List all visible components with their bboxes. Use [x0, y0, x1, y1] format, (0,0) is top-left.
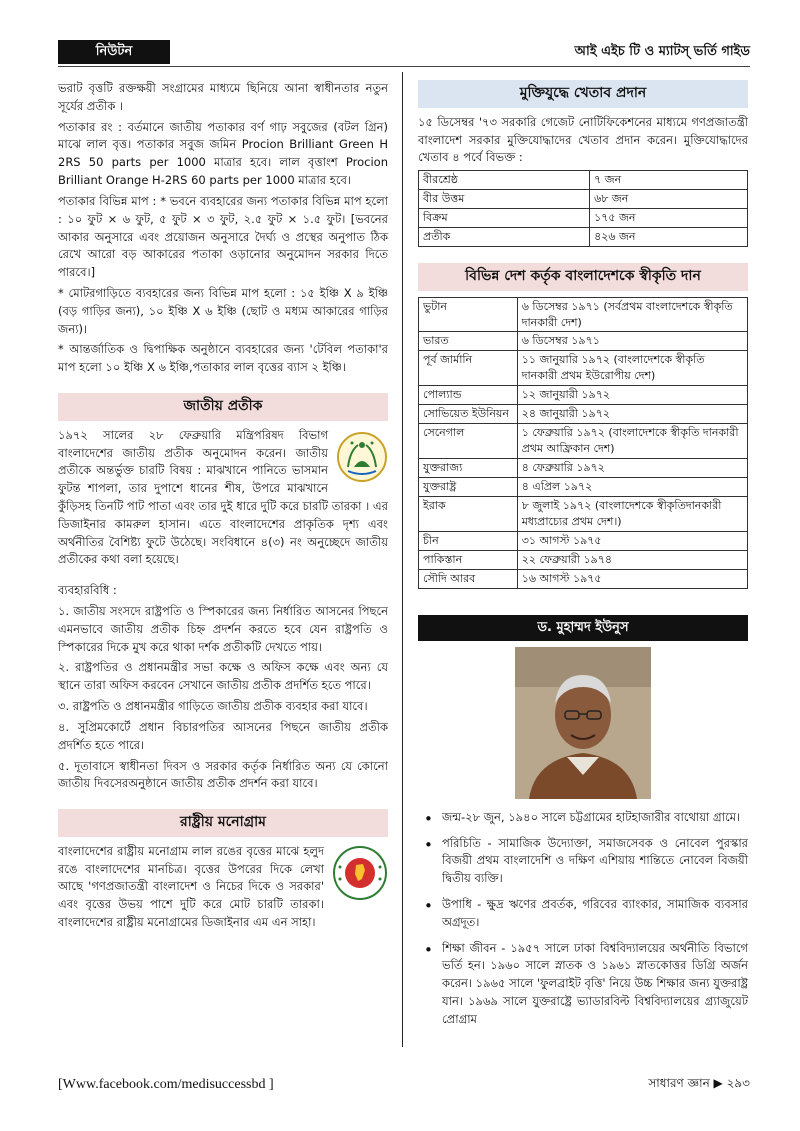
award-count: ৬৮ জন — [590, 190, 748, 209]
country-cell: পূর্ব জার্মানি — [419, 351, 518, 386]
war-awards-text: ১৫ ডিসেম্বর '৭৩ সরকারি গেজেট নোটিফিকেশনের মাধ্যমে গণপ্রজাতন্ত্রী বাংলাদেশ সরকার মুক্তিযোদ্ধাদের খেতাব প্রদান করেন। মুক্তিযোদ্ধাদের খেতাব ৪ পর্বে বিভক্ত : — [418, 114, 748, 165]
award-name: বীরশ্রেষ্ঠ — [419, 171, 590, 190]
guide-title: আই এইচ টি ও ম্যাটস্ ভর্তি গাইড — [574, 44, 750, 59]
usage-rules-heading: ব্যবহারবিধি : — [58, 583, 117, 598]
usage-rule-3: ৩. রাষ্ট্রপতি ও প্রধানমন্ত্রীর গাড়িতে জাতীয় প্রতীক ব্যবহার করা যাবে। — [58, 699, 368, 714]
table-row — [419, 332, 748, 351]
country-cell: ভুটান — [419, 297, 518, 332]
table-row — [419, 569, 748, 588]
country-cell: পোল্যান্ড — [419, 386, 518, 405]
award-count: ১৭৫ জন — [590, 209, 748, 228]
table-row — [419, 477, 748, 496]
date-cell: ৪ এপ্রিল ১৯৭২ — [517, 477, 747, 496]
national-emblem-icon — [336, 431, 388, 483]
date-cell: ৩১ আগস্ট ১৯৭৫ — [517, 531, 747, 550]
book-title-badge: নিউটন — [58, 40, 170, 64]
national-emblem-text: ১৯৭২ সালের ২৮ ফেব্রুয়ারি মন্ত্রিপরিষদ বিভাগ বাংলাদেশের জাতীয় প্রতীক অনুমোদন করেন। জাতীয় প্রতীকে অন্তর্ভুক্ত চারটি বিষয় : মাঝখানে পানিতে ভাসমান ফুটন্ত শাপলা, তার দুপাশে ধানের শীষ, উপরে মাঝখানে কুঁড়িসহ তিনটি পাট পাতা এবং তার দুই ধারে দুটি করে চারটি তারকা । এর ডিজাইনার কামরুল হাসান। এতে বাংলাদেশের প্রাকৃতিক দৃশ্য এবং অর্থনীতির বৈশিষ্ট্য ফুটে উঠেছে। সংবিধানে ৪(৩) নং অনুচ্ছেদে জাতীয় প্রতীকের কথা বলা হয়েছে। — [58, 427, 388, 567]
country-cell: সোভিয়েত ইউনিয়ন — [419, 405, 518, 424]
recognition-heading: বিভিন্ন দেশ কর্তৃক বাংলাদেশকে স্বীকৃতি দান — [418, 263, 748, 291]
date-cell: ১২ জানুয়ারী ১৯৭২ — [517, 386, 747, 405]
table-row — [419, 531, 748, 550]
usage-rule-1: ১. জাতীয় সংসদে রাষ্ট্রপতি ও স্পিকারের জন্য নির্ধারিত আসনের পিছনে এমনভাবে জাতীয় প্রতীক চিহ্ন প্রদর্শন করতে হবে যেন রাষ্ট্রপতি ও স্পিকারের দিকে মুখ করে থাকা দর্শক প্রতীকটি দেখতে পায়। — [58, 604, 388, 654]
state-monogram-heading: রাষ্ট্রীয় মনোগ্রাম — [58, 809, 388, 837]
table-row — [419, 405, 748, 424]
date-cell: ৪ ফেব্রুয়ারি ১৯৭২ — [517, 459, 747, 478]
list-item: • জন্ম-২৮ জুন, ১৯৪০ সালে চট্টগ্রামের হাটহাজারীর বাথোয়া গ্রামে। — [422, 809, 748, 827]
table-row — [419, 424, 748, 459]
left-column — [58, 80, 388, 935]
country-cell: সেনেগাল — [419, 424, 518, 459]
date-cell: ১ ফেব্রুয়ারি ১৯৭২ (বাংলাদেশকে স্বীকৃতি দানকারী প্রথম আফ্রিকান দেশ) — [517, 424, 747, 459]
table-row — [419, 550, 748, 569]
war-awards-heading: মুক্তিযুদ্ধে খেতাব প্রদান — [418, 80, 748, 108]
flag-size-paragraph: পতাকার বিভিন্ন মাপ : * ভবনে ব্যবহারের জন্য পতাকার বিভিন্ন মাপ হলো : ১০ ফুট × ৬ ফুট, ৫ ফুট × ৩ ফুট, ২.৫ ফুট × ১.৫ ফুট। [ভবনের আকার অনুসারে এবং প্রয়োজন অনুসারে দৈর্ঘ্য ও প্রস্থের অনুপাত ঠিক রেখে আরো বড় আকারের পতাকা ওড়ানোর অনুমোদন সরকার দিতে পারবে।] — [58, 193, 388, 280]
list-item: • শিক্ষা জীবন - ১৯৫৭ সালে ঢাকা বিশ্ববিদ্যালয়ের অর্থনীতি বিভাগে ভর্তি হন। ১৯৬০ সালে স্নাতক ও ১৯৬১ স্নাতকোত্তর ডিগ্রি অর্জন করেন। ১৯৬৫ সালে 'ফুলব্রাইট বৃত্তি' নিয়ে উচ্চ শিক্ষার জন্য যুক্তরাষ্ট্র যান। ১৯৬৯ সালে যুক্তরাষ্ট্রে ভ্যাডারবিল্ট বিশ্ববিদ্যালয়ের গ্র্যাজুয়েট প্রোগ্রাম — [422, 940, 748, 1029]
date-cell: ১১ জানুয়ারি ১৯৭২ (বাংলাদেশকে স্বীকৃতি দানকারী প্রথম ইউরোপীয় দেশ) — [517, 351, 747, 386]
table-row — [419, 227, 748, 246]
page-number: সাধারণ জ্ঞান ▶ ২৯৩ — [648, 1076, 750, 1090]
table-row — [419, 171, 748, 190]
award-count: ৭ জন — [590, 171, 748, 190]
table-row — [419, 209, 748, 228]
country-cell: যুক্তরাজ্য — [419, 459, 518, 478]
table-row — [419, 351, 748, 386]
recognition-table — [418, 297, 748, 589]
country-cell: সৌদি আরব — [419, 569, 518, 588]
column-divider — [402, 72, 403, 1047]
table-row — [419, 459, 748, 478]
facebook-link[interactable]: [Www.facebook.com/medisuccessbd ] — [58, 1077, 274, 1092]
country-cell: ইরাক — [419, 496, 518, 531]
state-monogram-text: বাংলাদেশের রাষ্ট্রীয় মনোগ্রাম লাল রঙের বৃত্তের মাঝে হলুদ রঙে বাংলাদেশের মানচিত্র। বৃত্তের উপরের দিকে লেখা আছে 'গণপ্রজাতন্ত্রী বাংলাদেশ ও নিচের দিকে ও সরকার' এবং বৃত্তের উভয় পাশে দুটি করে মোট চারটি তারকা। বাংলাদেশের রাষ্ট্রীয় মনোগ্রামের ডিজাইনার এম এন সাহা। — [58, 843, 324, 930]
national-emblem-heading: জাতীয় প্রতীক — [58, 393, 388, 421]
date-cell: ৬ ডিসেম্বর ১৯৭১ — [517, 332, 747, 351]
table-flag-paragraph: * আন্তর্জাতিক ও দ্বিপাক্ষিক অনুষ্ঠানে ব্যবহারের জন্য 'টেবিল পতাকা'র মাপ হলো ১০ ইঞ্চি X ৬ ইঞ্চি,পতাকার লাল বৃত্তের ব্যাস ২ ইঞ্চি। — [58, 342, 388, 375]
table-row — [419, 496, 748, 531]
usage-rule-5: ৫. দূতাবাসে স্বাধীনতা দিবস ও সরকার কর্তৃক নির্ধারিত অন্য যে কোনো জাতীয় দিবসেরঅনুষ্ঠানে জাতীয় প্রতীক প্রদর্শন করা যাবে। — [58, 758, 388, 791]
award-name: বিক্রম — [419, 209, 590, 228]
yunus-facts-list — [422, 809, 748, 1029]
yunus-heading: ড. মুহাম্মদ ইউনুস — [418, 615, 748, 641]
award-name: বীর উত্তম — [419, 190, 590, 209]
state-monogram-icon — [332, 845, 388, 901]
usage-rule-4: ৪. সুপ্রিমকোর্টে প্রধান বিচারপতির আসনের পিছনে জাতীয় প্রতীক প্রদর্শিত হতে পারে। — [58, 719, 388, 752]
car-flag-paragraph: * মোটরগাড়িতে ব্যবহারের জন্য বিভিন্ন মাপ হলো : ১৫ ইঞ্চি X ৯ ইঞ্চি (বড় গাড়ির জন্য), ১০ ইঞ্চি X ৬ ইঞ্চি (ছোট ও মধ্যম আকারের গাড়ির জন্য)। — [58, 285, 388, 336]
right-column — [418, 80, 748, 1037]
table-row — [419, 297, 748, 332]
date-cell: ১৬ আগস্ট ১৯৭৫ — [517, 569, 747, 588]
country-cell: পাকিস্তান — [419, 550, 518, 569]
country-cell: ভারত — [419, 332, 518, 351]
date-cell: ২৪ জানুয়ারী ১৯৭২ — [517, 405, 747, 424]
header-rule — [58, 66, 750, 67]
table-row — [419, 190, 748, 209]
portrait-image — [515, 647, 651, 799]
country-cell: যুক্তরাষ্ট্র — [419, 477, 518, 496]
table-row — [419, 386, 748, 405]
usage-rule-2: ২. রাষ্ট্রপতির ও প্রধানমন্ত্রীর সভা কক্ষে ও অফিস কক্ষে এবং অন্য যে স্থানে তারা অফিস করবেন সেখানে জাতীয় প্রতীক প্রদর্শিত হতে পারে। — [58, 660, 388, 693]
date-cell: ৬ ডিসেম্বর ১৯৭১ (সর্বপ্রথম বাংলাদেশকে স্বীকৃতি দানকারী দেশ) — [517, 297, 747, 332]
date-cell: ৮ জুলাই ১৯৭২ (বাংলাদেশকে স্বীকৃতিদানকারী মধ্যপ্রাচ্যের প্রথম দেশ।) — [517, 496, 747, 531]
list-item: • পরিচিতি - সামাজিক উদ্যোক্তা, সমাজসেবক ও নোবেল পুরস্কার বিজয়ী প্রথম বাংলাদেশি ও দক্ষিণ এশিয়ায় শান্তিতে নোবেল বিজয়ী দ্বিতীয় ব্যক্তি। — [422, 835, 748, 888]
country-cell: চীন — [419, 531, 518, 550]
award-name: প্রতীক — [419, 227, 590, 246]
award-count: ৪২৬ জন — [590, 227, 748, 246]
date-cell: ২২ ফেব্রুয়ারী ১৯৭৪ — [517, 550, 747, 569]
list-item: • উপাধি - ক্ষুদ্র ঋণের প্রবর্তক, গরিবের ব্যাংকার, সামাজিক ব্যবসার অগ্রদূত। — [422, 896, 748, 932]
flag-circle-paragraph: ভরাট বৃত্তটি রক্তক্ষয়ী সংগ্রামের মাধ্যমে ছিনিয়ে আনা স্বাধীনতার নতুন সূর্যের প্রতীক । — [58, 81, 388, 113]
awards-table — [418, 170, 748, 247]
flag-color-paragraph: পতাকার রং : বর্তমানে জাতীয় পতাকার বর্ণ গাঢ় সবুজের (বটল গ্রিন) মাঝে লাল বৃত্ত। পতাকার সবুজ জমিন Procion Brilliant Green H 2RS 50 parts per 1000 মাত্রার হবে। লাল বৃত্তাংশ Procion Brilliant Orange H-2RS 60 parts per 1000 মাত্রার হবে। — [58, 119, 388, 188]
